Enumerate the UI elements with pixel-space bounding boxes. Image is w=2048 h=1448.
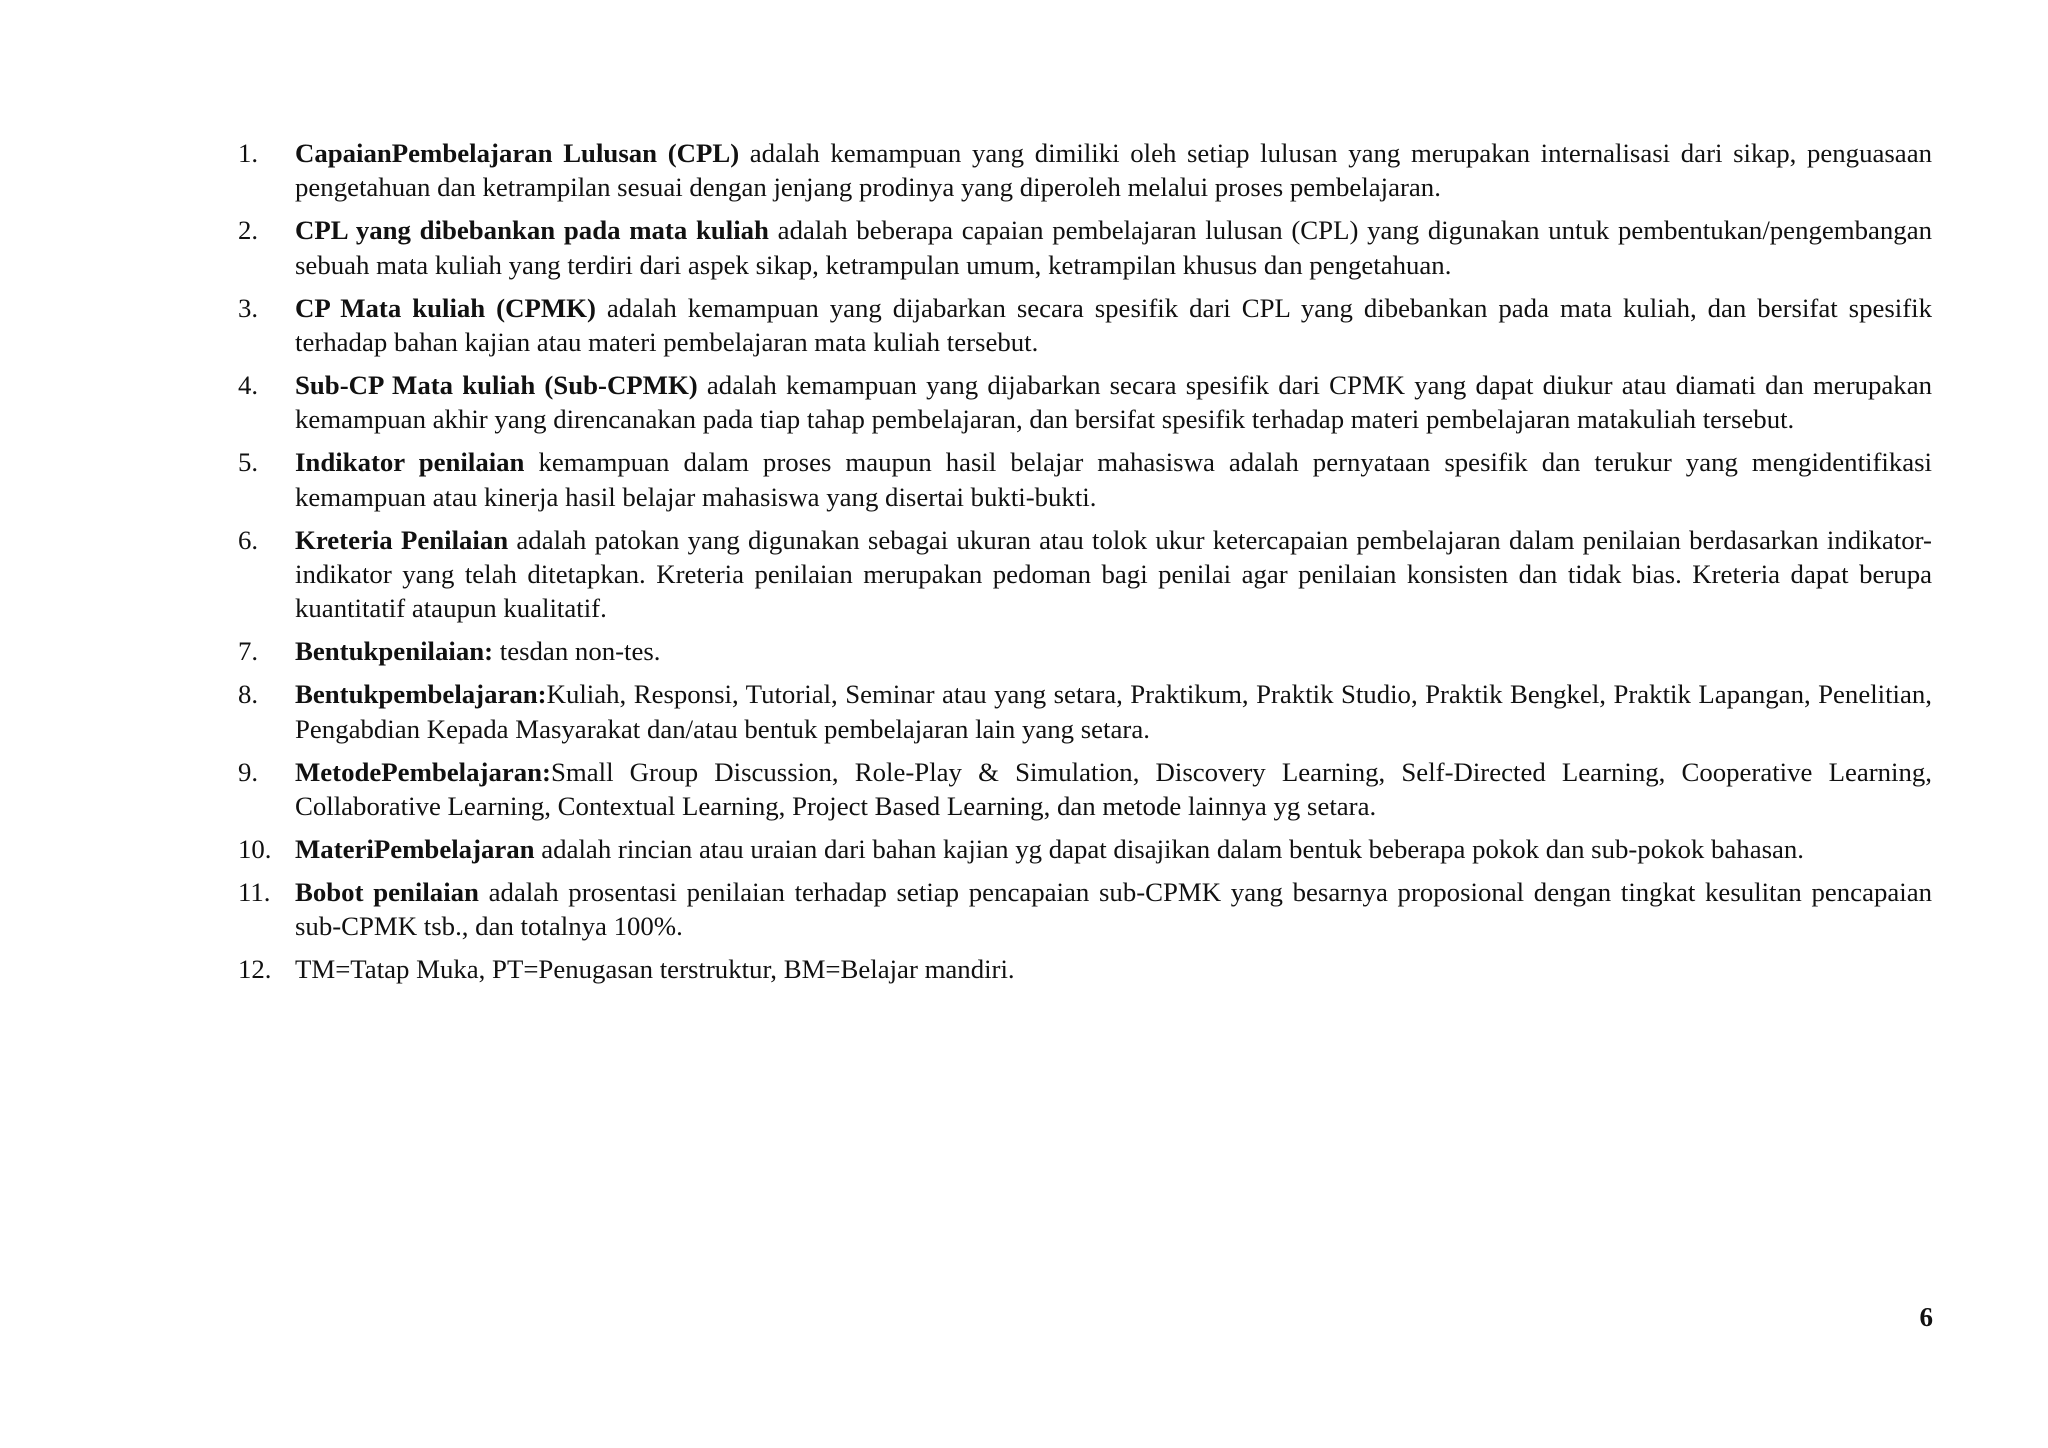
item-body: [295, 136, 1932, 205]
item-text: adalah patokan yang digunakan sebagai ukuran atau tolok ukur ketercapaian pembelajaran dalam penilaian berdasarkan indikator-indikator yang telah ditetapkan. Kreteria penilaian merupakan pedoman bagi penilai agar penilaian konsisten dan tidak bias. Kreteria dapat berupa kuantitatif ataupun kualitatif.: [295, 524, 1932, 624]
item-number: 12.: [238, 954, 272, 985]
item-body: [295, 875, 1932, 944]
item-number: 11.: [238, 876, 271, 907]
definition-list: [238, 136, 1932, 995]
item-number: 1.: [238, 138, 259, 168]
item-text: adalah kemampuan yang dijabarkan secara spesifik dari CPL yang dibebankan pada mata kuliah, dan bersifat spesifik terhadap bahan kajian atau materi pembelajaran mata kuliah tersebut.: [295, 292, 1932, 358]
item-number: 8.: [238, 679, 259, 710]
item-term: Bentukpembelajaran:: [295, 679, 547, 710]
item-number: 9.: [238, 756, 259, 787]
list-item: [238, 445, 1932, 514]
list-item: [238, 213, 1932, 282]
item-body: [295, 677, 1932, 746]
item-text: adalah beberapa capaian pembelajaran lulusan (CPL) yang digunakan untuk pembentukan/pengembangan sebuah mata kuliah yang terdiri dari aspek sikap, ketrampulan umum, ketrampilan khusus dan pengetahuan.: [295, 215, 1932, 280]
item-body: [295, 291, 1932, 360]
list-item: [238, 291, 1932, 360]
list-item: [238, 136, 1932, 205]
list-item: [238, 368, 1932, 437]
item-text: adalah kemampuan yang dijabarkan secara spesifik dari CPMK yang dapat diukur atau diamati dan merupakan kemampuan akhir yang direncanakan pada tiap tahap pembelajaran, dan bersifat spesifik terhadap materi pembelajaran matakuliah tersebut.: [295, 369, 1933, 435]
item-term: MateriPembelajaran: [295, 833, 535, 864]
list-item: [238, 523, 1932, 626]
item-term: MetodePembelajaran:: [295, 756, 551, 787]
item-number: 3.: [238, 292, 259, 323]
item-text: Kuliah, Responsi, Tutorial, Seminar atau yang setara, Praktikum, Praktik Studio, Praktik Bengkel, Praktik Lapangan, Penelitian, Pengabdian Kepada Masyarakat dan/atau bentuk pembelajaran lain yang setara.: [295, 679, 1932, 744]
item-text: adalah prosentasi penilaian terhadap setiap pencapaian sub-CPMK yang besarnya proposional dengan tingkat kesulitan pencapaian sub-CPMK tsb., dan totalnya 100%.: [295, 876, 1932, 942]
item-term: Bentukpenilaian:: [295, 636, 494, 667]
item-number: 2.: [238, 215, 259, 246]
page-number: 6: [1919, 1302, 1933, 1332]
item-text: Small Group Discussion, Role-Play & Simulation, Discovery Learning, Self-Directed Learning, Cooperative Learning, Collaborative Learning, Contextual Learning, Project Based Learning, dan metode lainnya yg setara.: [295, 756, 1932, 821]
item-term: Bobot penilaian: [295, 876, 479, 907]
list-item: [238, 832, 1932, 866]
item-body: [295, 523, 1932, 626]
item-term: CapaianPembelajaran Lulusan (CPL): [295, 138, 740, 168]
item-number: 4.: [238, 369, 259, 400]
item-body: [295, 832, 1932, 866]
item-text: kemampuan dalam proses maupun hasil belajar mahasiswa adalah pernyataan spesifik dan terukur yang mengidentifikasi kemampuan atau kinerja hasil belajar mahasiswa yang disertai bukti-bukti.: [295, 447, 1932, 512]
list-item: [238, 875, 1932, 944]
item-body: [295, 368, 1932, 437]
item-term: Indikator penilaian: [295, 447, 525, 478]
item-term: Kreteria Penilaian: [295, 524, 509, 555]
item-body: [295, 952, 1932, 986]
item-text: TM=Tatap Muka, PT=Penugasan terstruktur, BM=Belajar mandiri.: [295, 954, 1015, 985]
item-body: [295, 445, 1932, 514]
item-term: CP Mata kuliah (CPMK): [295, 292, 596, 323]
item-number: 5.: [238, 447, 259, 478]
list-item: [238, 755, 1932, 824]
item-number: 7.: [238, 636, 259, 667]
item-term: CPL yang dibebankan pada mata kuliah: [295, 215, 769, 246]
item-number: 6.: [238, 524, 259, 555]
item-text: adalah rincian atau uraian dari bahan kajian yg dapat disajikan dalam bentuk beberapa pokok dan sub-pokok bahasan.: [534, 833, 1805, 864]
item-body: [295, 755, 1932, 824]
item-text: tesdan non-tes.: [493, 636, 661, 667]
item-term: Sub-CP Mata kuliah (Sub-CPMK): [295, 369, 698, 400]
list-item: [238, 634, 1932, 668]
item-number: 10.: [238, 833, 272, 864]
item-body: [295, 634, 1932, 668]
list-item: [238, 952, 1932, 986]
item-body: [295, 213, 1932, 282]
list-item: [238, 677, 1932, 746]
item-text: adalah kemampuan yang dimiliki oleh setiap lulusan yang merupakan internalisasi dari sikap, penguasaan pengetahuan dan ketrampilan sesuai dengan jenjang prodinya yang diperoleh melalui proses pembelajaran.: [295, 138, 1932, 203]
